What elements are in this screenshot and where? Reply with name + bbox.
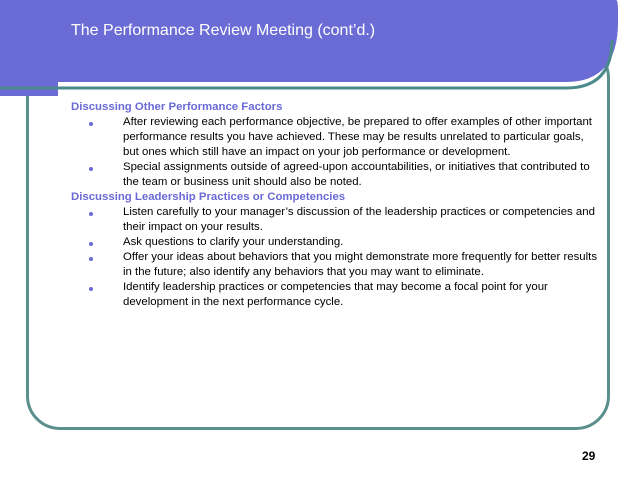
section-heading-performance-factors: Discussing Other Performance Factors (71, 101, 283, 113)
bullet-text: After reviewing each performance objective, be prepared to offer examples of other important performance results you have achieved. These may be results unrelated to particular goals, but ones which still have an impact on your job performance or development. (123, 116, 592, 158)
bullet-icon (89, 212, 93, 216)
bullet-icon (89, 257, 93, 261)
bullet-text: Identify leadership practices or competencies that may become a focal point for your development in the next performance cycle. (123, 281, 548, 308)
section-heading-leadership: Discussing Leadership Practices or Competencies (71, 191, 346, 203)
bullet-text: Offer your ideas about behaviors that you might demonstrate more frequently for better results in the future; also identify any behaviors that you may want to eliminate. (123, 251, 598, 278)
list-item (71, 235, 601, 250)
slide-title: The Performance Review Meeting (cont’d.) (71, 22, 376, 39)
slide-content (71, 100, 601, 310)
bullet-text: Ask questions to clarify your understanding. (123, 236, 344, 248)
list-item (71, 250, 601, 280)
list-item (71, 280, 601, 310)
list-item (71, 160, 601, 190)
bullet-text: Special assignments outside of agreed-upon accountabilities, or initiatives that contributed to the team or business unit should also be noted. (123, 161, 590, 188)
bullet-icon (89, 242, 93, 246)
bullet-icon (89, 167, 93, 171)
bullet-text: Listen carefully to your manager’s discussion of the leadership practices or competencies and their impact on your results. (123, 206, 595, 233)
list-item (71, 205, 601, 235)
page-number: 29 (582, 449, 596, 463)
bullet-icon (89, 287, 93, 291)
list-item (71, 115, 601, 160)
title-band (0, 0, 638, 96)
bullet-icon (89, 122, 93, 126)
